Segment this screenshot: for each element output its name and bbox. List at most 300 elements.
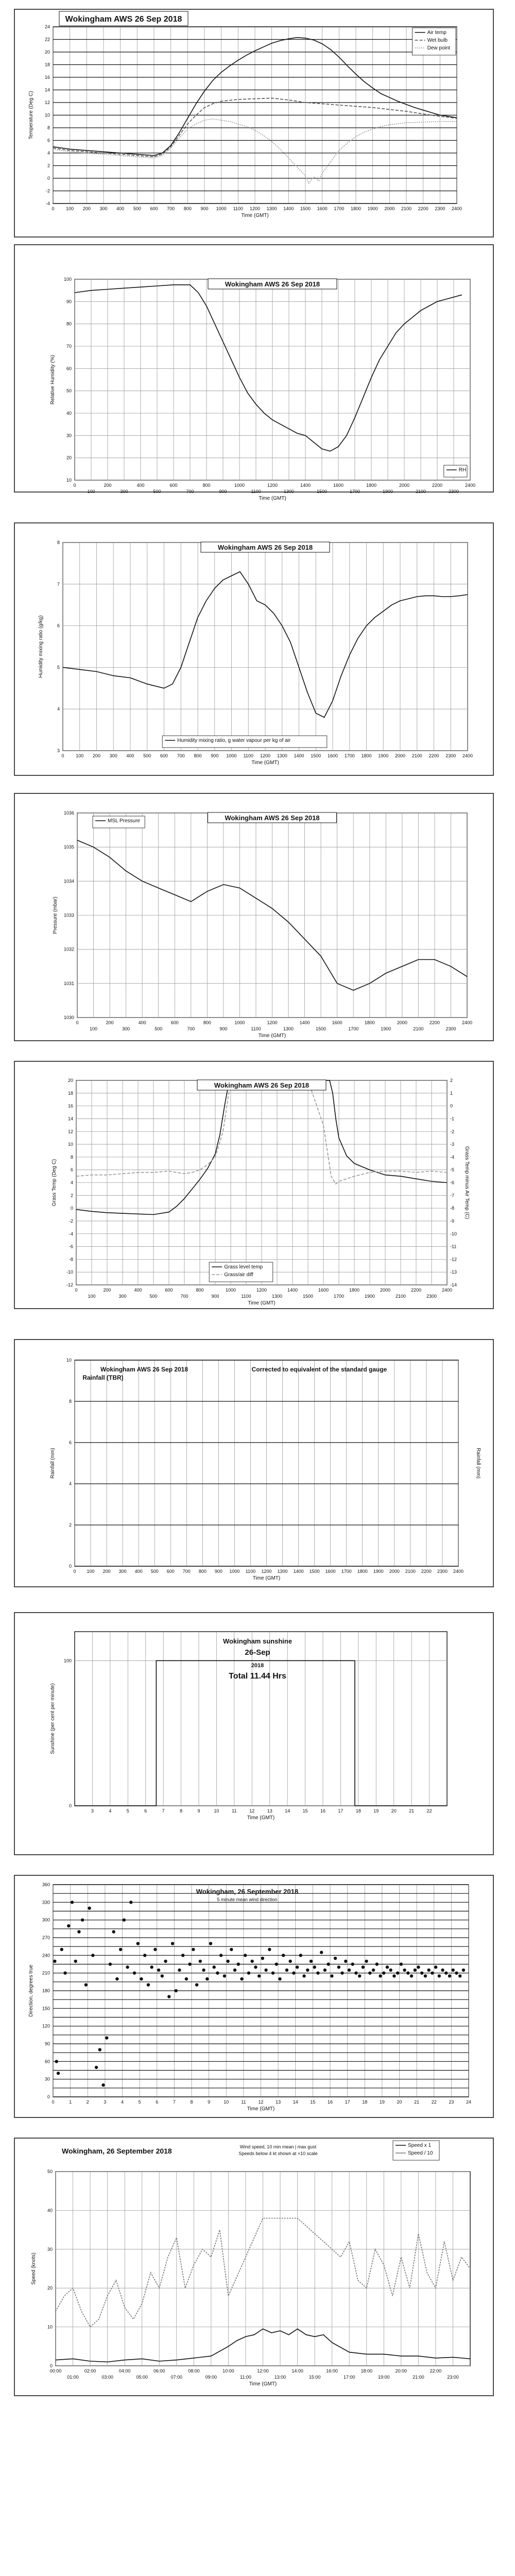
y-tick-label: 7 (57, 581, 60, 587)
y-tick-label: 210 (42, 1970, 50, 1976)
x-tick-label: 1200 (261, 1569, 272, 1574)
x-tick-label: 1000 (234, 1020, 245, 1025)
x-tick-label: 200 (102, 1569, 111, 1574)
data-point (178, 1969, 181, 1972)
chart-title: Wokingham AWS 26 Sep 2018 (225, 814, 320, 822)
y-tick-label: 4 (70, 1180, 73, 1185)
x-tick-label: 14 (293, 2099, 298, 2105)
x-tick-label: 400 (138, 1020, 146, 1025)
x-tick-label: 2200 (418, 206, 428, 211)
x-tick-label: 2200 (428, 753, 439, 758)
x-tick-label: 1500 (300, 206, 311, 211)
x-tick-label: 1800 (349, 1287, 360, 1293)
chart-subtitle: 26-Sep (245, 1648, 270, 1657)
chart-title: Wokingham, 26 September 2018 (196, 1888, 299, 1895)
chart-mix (14, 523, 493, 775)
y-axis-label: Grass Temp (Deg C) (52, 1159, 57, 1207)
x-tick-label: 04:00 (118, 2368, 131, 2374)
data-point (150, 1965, 153, 1969)
data-point (244, 1954, 247, 1957)
x-tick-label: 1500 (302, 1294, 314, 1299)
x-tick-label: 13:00 (274, 2375, 286, 2380)
x-tick-label: 0 (76, 1020, 79, 1025)
data-point (406, 1971, 409, 1974)
legend-label: MSL Pressure (108, 818, 140, 824)
x-tick-label: 07:00 (170, 2375, 183, 2380)
x-axis-label: Time (GMT) (252, 1575, 281, 1581)
data-point (264, 1969, 267, 1972)
x-tick-label: 2400 (461, 1020, 473, 1025)
y-right-tick-label: -12 (450, 1257, 457, 1262)
x-tick-label: 1400 (287, 1287, 298, 1293)
x-tick-label: 1200 (256, 1287, 267, 1293)
y-tick-label: -4 (68, 1231, 73, 1236)
data-point (278, 1977, 281, 1980)
data-point (88, 1907, 91, 1910)
data-point (375, 1962, 379, 1965)
x-axis-label: Time (GMT) (249, 2381, 277, 2387)
y-tick-label: 14 (67, 1116, 73, 1122)
data-point (74, 1960, 77, 1963)
x-tick-label: 0 (73, 483, 76, 488)
legend-label: Speed / 10 (408, 2150, 433, 2156)
y-right-tick-label: -2 (450, 1129, 455, 1134)
x-tick-label: 2000 (397, 1020, 407, 1025)
x-tick-label: 0 (73, 1569, 76, 1574)
data-point (323, 1969, 327, 1972)
x-tick-label: 13 (267, 1808, 272, 1814)
x-tick-label: 1700 (344, 753, 355, 758)
x-tick-label: 1600 (318, 1287, 329, 1293)
y-tick-label: 10 (44, 112, 50, 118)
data-point (109, 1962, 112, 1965)
x-tick-label: 12 (249, 1808, 255, 1814)
y-tick-label: 1036 (63, 810, 74, 816)
data-point (258, 1974, 261, 1977)
data-point (389, 1969, 392, 1972)
y-tick-label: 4 (47, 150, 50, 156)
y-tick-label: 8 (47, 125, 50, 130)
y-tick-label: 1033 (63, 912, 74, 918)
x-tick-label: 19 (373, 1808, 379, 1814)
x-tick-label: 2200 (421, 1569, 432, 1574)
x-tick-label: 17 (345, 2099, 350, 2105)
x-tick-label: 2400 (453, 1569, 464, 1574)
x-tick-label: 600 (160, 753, 168, 758)
y-right-tick-label: -6 (450, 1180, 455, 1185)
data-point (316, 1971, 319, 1974)
y-tick-label: 8 (57, 540, 60, 545)
x-tick-label: 700 (167, 206, 175, 211)
legend-label: Grass level temp (224, 1264, 263, 1270)
data-point (275, 1962, 278, 1965)
chart-subtitle: 5 minute mean wind direction (217, 1897, 278, 1902)
x-tick-label: 200 (103, 1287, 111, 1293)
data-point (379, 1974, 382, 1977)
data-point (365, 1960, 368, 1963)
y-right-tick-label: -5 (450, 1167, 455, 1173)
y-tick-label: 330 (42, 1900, 50, 1905)
y-tick-label: 6 (57, 623, 60, 629)
x-tick-label: 2000 (394, 753, 406, 758)
x-tick-label: 18:00 (360, 2368, 373, 2374)
data-point (340, 1971, 344, 1974)
x-tick-label: 1700 (349, 489, 360, 494)
data-point (299, 1954, 302, 1957)
y-tick-label: 6 (47, 138, 50, 143)
data-point (458, 1974, 461, 1977)
x-tick-label: 500 (153, 489, 161, 494)
y-tick-label: 40 (66, 411, 72, 416)
x-axis-label: Time (GMT) (258, 1033, 286, 1039)
x-tick-label: 8 (190, 2099, 193, 2105)
x-tick-label: 700 (177, 753, 185, 758)
x-tick-label: 03:00 (101, 2375, 113, 2380)
chart-title: Wokingham AWS 26 Sep 2018 (225, 280, 320, 288)
x-tick-label: 800 (203, 1020, 211, 1025)
y-tick-label: 2 (68, 1522, 72, 1528)
x-tick-label: 900 (200, 206, 209, 211)
y-tick-label: 14 (44, 87, 50, 93)
data-point (320, 1951, 323, 1954)
data-point (444, 1971, 448, 1974)
y-tick-label: 2 (70, 1193, 73, 1198)
x-tick-label: 2100 (411, 753, 422, 758)
x-tick-label: 1900 (373, 1569, 384, 1574)
y-right-tick-label: -3 (450, 1142, 455, 1147)
x-tick-label: 2100 (415, 489, 426, 494)
y-tick-label: 5 (57, 665, 60, 670)
x-tick-label: 700 (180, 1294, 188, 1299)
data-point (334, 1957, 337, 1960)
chart-wspd (14, 2138, 493, 2396)
y-tick-label: 8 (68, 1399, 72, 1404)
x-tick-label: 1500 (309, 1569, 320, 1574)
x-tick-label: 400 (134, 1287, 142, 1293)
x-tick-label: 2300 (435, 206, 445, 211)
legend-label: RH (458, 467, 467, 473)
y-tick-label: 70 (66, 344, 72, 349)
x-tick-label: 16:00 (326, 2368, 338, 2374)
x-tick-label: 2100 (401, 206, 412, 211)
y-tick-label: 20 (44, 49, 50, 55)
x-tick-label: 1900 (367, 206, 378, 211)
y-right-axis-label: Grass Temp minus Air Temp (C) (464, 1146, 470, 1219)
x-tick-label: 2400 (451, 206, 462, 211)
x-tick-label: 9 (208, 2099, 211, 2105)
data-point (261, 1957, 264, 1960)
y-tick-label: 2 (47, 163, 50, 168)
x-tick-label: 16 (327, 2099, 333, 2105)
x-tick-label: 1900 (381, 1026, 391, 1031)
x-tick-label: 1 (69, 2099, 72, 2105)
y-right-tick-label: 2 (450, 1078, 453, 1083)
x-tick-label: 0 (75, 1287, 78, 1293)
y-tick-label: 1035 (63, 844, 74, 850)
data-point (77, 1930, 80, 1933)
y-tick-label: 0 (68, 1564, 72, 1569)
x-tick-label: 2100 (405, 1569, 416, 1574)
data-point (292, 1971, 295, 1974)
data-point (188, 1962, 191, 1965)
y-tick-label: 150 (42, 2006, 50, 2011)
x-tick-label: 300 (118, 1569, 127, 1574)
y-tick-label: 4 (68, 1481, 72, 1486)
x-tick-label: 15:00 (308, 2375, 321, 2380)
x-tick-label: 500 (150, 1569, 159, 1574)
data-point (67, 1924, 70, 1927)
x-tick-label: 1800 (350, 206, 362, 211)
data-point (115, 1977, 118, 1980)
x-tick-label: 2400 (441, 1287, 453, 1293)
x-tick-label: 500 (133, 206, 141, 211)
x-tick-label: 11:00 (240, 2375, 251, 2380)
data-point (372, 1969, 375, 1972)
data-point (81, 1918, 84, 1921)
data-point (230, 1948, 233, 1951)
y-right-tick-label: -14 (450, 1282, 457, 1287)
data-point (181, 1954, 184, 1957)
x-axis-label: Time (GMT) (247, 1815, 275, 1821)
x-tick-label: 10 (224, 2099, 229, 2105)
x-tick-label: 900 (219, 489, 227, 494)
y-tick-label: 80 (66, 321, 72, 327)
x-tick-label: 4 (121, 2099, 124, 2105)
x-tick-label: 1600 (327, 753, 338, 758)
x-tick-label: 8 (180, 1808, 183, 1814)
data-point (60, 1948, 63, 1951)
data-point (91, 1954, 94, 1957)
x-tick-label: 21 (409, 1808, 415, 1814)
x-tick-label: 500 (143, 753, 151, 758)
data-point (223, 1974, 226, 1977)
y-right-tick-label: 0 (450, 1103, 453, 1109)
chart-subtitle: Wind speed, 10 min mean | max gust (239, 2144, 317, 2149)
x-tick-label: 600 (150, 206, 158, 211)
x-tick-label: 15 (310, 2099, 316, 2105)
legend (393, 2141, 439, 2160)
y-tick-label: 20 (47, 2285, 53, 2291)
y-tick-label: 360 (42, 1882, 50, 1887)
data-point (237, 1962, 240, 1965)
y-tick-label: -8 (68, 1257, 73, 1262)
x-tick-label: 9 (197, 1808, 200, 1814)
y-axis-label: Temperature (Deg C) (28, 91, 34, 140)
x-tick-label: 1100 (243, 753, 253, 758)
x-tick-label: 2100 (395, 1294, 406, 1299)
x-tick-label: 1600 (333, 483, 344, 488)
x-tick-label: 00:00 (49, 2368, 62, 2374)
x-tick-label: 1400 (293, 1569, 304, 1574)
x-tick-label: 1200 (267, 1020, 278, 1025)
y-tick-label: 4 (57, 706, 60, 712)
y-tick-label: 10 (66, 1358, 72, 1363)
data-point (219, 1954, 222, 1957)
data-point (313, 1965, 316, 1969)
data-point (101, 2083, 105, 2087)
x-tick-label: 1900 (364, 1294, 375, 1299)
y-tick-label: 50 (66, 388, 72, 394)
x-tick-label: 24 (466, 2099, 472, 2105)
x-tick-label: 10 (214, 1808, 219, 1814)
chart-title: Wokingham sunshine (222, 1637, 293, 1645)
x-tick-label: 1800 (357, 1569, 368, 1574)
legend (413, 28, 456, 55)
chart-wdir (14, 1875, 493, 2117)
x-axis-label: Time (GMT) (241, 213, 269, 218)
data-point (205, 1977, 209, 1980)
data-point (247, 1971, 250, 1974)
x-tick-label: 6 (156, 2099, 159, 2105)
x-tick-label: 01:00 (67, 2375, 79, 2380)
data-point (403, 1969, 406, 1972)
x-tick-label: 100 (90, 1026, 98, 1031)
y-tick-label: 10 (66, 478, 72, 483)
x-axis-label: Time (GMT) (248, 1300, 276, 1306)
x-tick-label: 2200 (429, 1020, 440, 1025)
legend (162, 736, 327, 748)
x-tick-label: 1300 (277, 753, 287, 758)
x-tick-label: 19:00 (378, 2375, 390, 2380)
x-tick-label: 200 (106, 1020, 114, 1025)
data-point (344, 1960, 347, 1963)
x-tick-label: 100 (88, 1294, 96, 1299)
y-tick-label: 50 (47, 2169, 53, 2174)
data-point (164, 1960, 167, 1963)
x-tick-label: 1100 (251, 1026, 261, 1031)
x-tick-label: 2300 (437, 1569, 448, 1574)
data-point (351, 1962, 354, 1965)
legend-label: Grass/air diff (224, 1272, 253, 1278)
x-tick-label: 1600 (317, 206, 328, 211)
y-tick-label: 6 (70, 1167, 73, 1173)
y-right-tick-label: -11 (450, 1244, 457, 1249)
x-tick-label: 0 (52, 2099, 55, 2105)
y-tick-label: 90 (66, 299, 72, 304)
x-tick-label: 300 (120, 489, 128, 494)
y-right-tick-label: -13 (450, 1269, 457, 1275)
data-point (254, 1965, 257, 1969)
data-point (306, 1969, 309, 1972)
x-tick-label: 05:00 (136, 2375, 148, 2380)
x-tick-label: 500 (154, 1026, 163, 1031)
data-point (233, 1969, 236, 1972)
y-tick-label: 16 (44, 75, 50, 80)
chart-pres (14, 793, 493, 1041)
data-point (410, 1974, 413, 1977)
data-point (185, 1977, 188, 1980)
x-tick-label: 7 (162, 1808, 165, 1814)
x-tick-label: 400 (134, 1569, 143, 1574)
data-point (226, 1960, 229, 1963)
data-point (63, 1971, 66, 1974)
x-tick-label: 100 (66, 206, 74, 211)
data-point (161, 1974, 164, 1977)
data-point (417, 1965, 420, 1969)
y-right-tick-label: -9 (450, 1218, 455, 1224)
x-tick-label: 100 (87, 1569, 95, 1574)
data-point (268, 1948, 271, 1951)
data-point (153, 1948, 157, 1951)
x-tick-label: 1300 (277, 1569, 288, 1574)
chart-note: Corrected to equivalent of the standard gauge (251, 1366, 387, 1373)
y-tick-label: 16 (67, 1103, 73, 1109)
data-point (129, 1901, 132, 1904)
x-tick-label: 1000 (226, 753, 237, 758)
x-tick-label: 100 (87, 489, 95, 494)
x-tick-label: 09:00 (205, 2375, 217, 2380)
y-tick-label: 3 (57, 748, 60, 753)
legend-label: Wet bulb (427, 38, 448, 43)
x-tick-label: 400 (136, 483, 145, 488)
y-tick-label: 40 (47, 2208, 53, 2213)
y-right-tick-label: -7 (450, 1193, 455, 1198)
chart-year: 2018 (251, 1663, 264, 1669)
x-tick-label: 4 (109, 1808, 112, 1814)
data-point (285, 1969, 288, 1972)
data-point (427, 1969, 430, 1972)
x-tick-label: 1600 (325, 1569, 336, 1574)
x-tick-label: 200 (92, 753, 101, 758)
x-tick-label: 2000 (384, 206, 395, 211)
data-point (368, 1971, 371, 1974)
x-tick-label: 1500 (311, 753, 321, 758)
x-tick-label: 1500 (316, 489, 328, 494)
y-axis-label: Direction, degrees true (28, 1964, 34, 2017)
x-tick-label: 11 (241, 2099, 246, 2105)
x-tick-label: 08:00 (188, 2368, 200, 2374)
x-tick-label: 1000 (229, 1569, 240, 1574)
data-point (400, 1962, 403, 1965)
data-point (140, 1977, 143, 1980)
chart-subtitle: Rainfall (TBR) (82, 1374, 124, 1381)
x-tick-label: 14 (285, 1808, 290, 1814)
x-tick-label: 2200 (432, 483, 443, 488)
chart-title: Wokingham AWS 26 Sep 2018 (100, 1366, 188, 1373)
y-tick-label: 120 (42, 2023, 50, 2029)
x-tick-label: 2400 (462, 753, 473, 758)
y-tick-label: -10 (66, 1269, 73, 1275)
y-tick-label: 100 (63, 277, 72, 282)
x-tick-label: 1800 (366, 483, 377, 488)
x-tick-label: 1000 (225, 1287, 236, 1293)
x-tick-label: 1200 (267, 483, 278, 488)
x-tick-label: 1100 (251, 489, 261, 494)
x-tick-label: 2000 (380, 1287, 391, 1293)
y-tick-label: 180 (42, 1988, 50, 1993)
data-point (157, 1969, 160, 1972)
x-tick-label: 1100 (241, 1294, 251, 1299)
data-point (288, 1960, 291, 1963)
x-tick-label: 17 (338, 1808, 344, 1814)
data-point (143, 1954, 146, 1957)
y-tick-label: 30 (44, 2076, 50, 2082)
data-point (434, 1965, 437, 1969)
x-tick-label: 700 (186, 489, 194, 494)
data-point (192, 1948, 195, 1951)
y-tick-label: 22 (44, 37, 50, 42)
data-point (123, 1918, 126, 1921)
x-tick-label: 11 (232, 1808, 237, 1814)
plot-area (75, 1632, 447, 1806)
data-point (448, 1974, 451, 1977)
data-point (240, 1977, 243, 1980)
x-tick-label: 1400 (299, 1020, 310, 1025)
x-tick-label: 14:00 (291, 2368, 303, 2374)
y-tick-label: 30 (47, 2246, 53, 2252)
y-tick-label: 270 (42, 1935, 50, 1940)
x-tick-label: 20 (397, 2099, 402, 2105)
